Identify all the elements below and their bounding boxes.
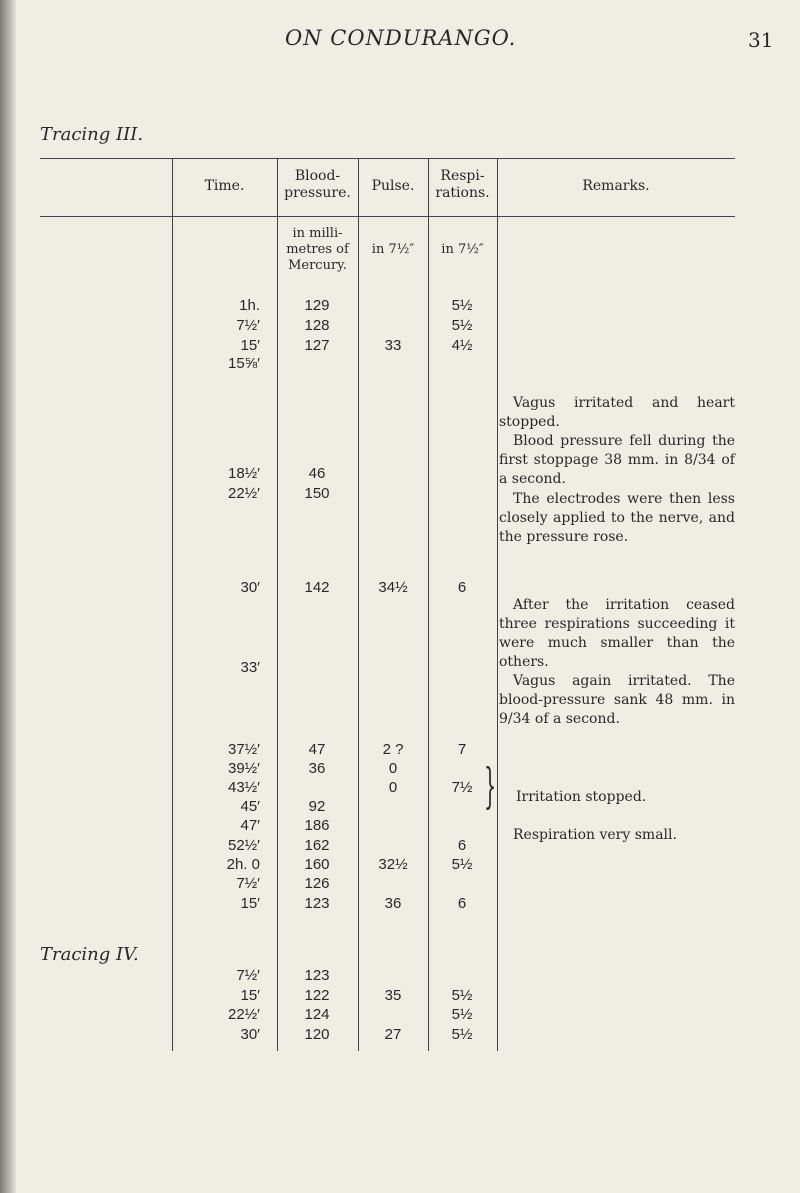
remark-after-irritation: After the irritation ceased three respirations succeeding it were much smaller than the others.: [499, 597, 735, 670]
table-cell-pulse: 0: [388, 760, 398, 777]
column-header-time: Time.: [204, 178, 245, 194]
remark-electrodes: The electrodes were then less closely applied to the nerve, and the pressure rose.: [499, 491, 735, 545]
table-cell-blood-pressure: 128: [304, 317, 330, 334]
remark-vagus-irritated: Vagus irritated and heart stopped.: [499, 395, 735, 430]
table-cell-time: 22½′: [227, 485, 260, 502]
table-cell-respirations: 5½: [451, 1006, 473, 1023]
unit-blood-pressure: in milli- metres of Mercury.: [286, 226, 349, 273]
table-cell-blood-pressure: 123: [304, 967, 330, 984]
remark-vagus-again: Vagus again irritated. The blood-pressure sank 48 mm. in 9/34 of a second.: [499, 673, 735, 727]
table-cell-time: 22½′: [227, 1006, 260, 1023]
column-header-blood-pressure: Blood- pressure.: [284, 168, 351, 201]
column-divider: [277, 158, 278, 1051]
table-cell-blood-pressure: 36: [308, 760, 326, 777]
table-cell-time: 39½′: [227, 760, 260, 777]
table-cell-respirations: 6: [457, 579, 467, 596]
table-cell-blood-pressure: 92: [308, 798, 326, 815]
table-cell-time: 37½′: [227, 741, 260, 758]
table-cell-time: 15′: [240, 895, 260, 912]
table-cell-blood-pressure: 126: [304, 875, 330, 892]
column-divider: [358, 158, 359, 1051]
table-cell-time: 52½′: [227, 837, 260, 854]
remark-respiration-small: Respiration very small.: [513, 827, 677, 843]
brace-symbol: }: [484, 758, 497, 814]
table-cell-respirations: 6: [457, 895, 467, 912]
section-label-tracing-iv: Tracing IV.: [40, 944, 139, 965]
table-cell-time: 7½′: [236, 317, 260, 334]
remark-irritation-stopped: Irritation stopped.: [516, 789, 647, 805]
table-cell-blood-pressure: 122: [304, 987, 330, 1004]
table-top-rule: [40, 158, 735, 159]
table-cell-time: 1h.: [239, 297, 260, 314]
table-cell-time: 30′: [240, 579, 260, 596]
table-cell-blood-pressure: 142: [304, 579, 330, 596]
column-divider: [428, 158, 429, 1051]
table-cell-time: 7½′: [236, 967, 260, 984]
remark-pressure-fell: Blood pressure fell during the first stoppage 38 mm. in 8/34 of a second.: [499, 433, 735, 487]
table-cell-time: 30′: [240, 1026, 260, 1043]
table-cell-blood-pressure: 47: [308, 741, 326, 758]
table-cell-time: 43½′: [227, 779, 260, 796]
table-cell-blood-pressure: 162: [304, 837, 330, 854]
page-number: 31: [748, 28, 774, 52]
table-cell-pulse: 34½: [378, 579, 408, 596]
table-cell-time: 15⅝′: [227, 355, 260, 372]
table-cell-respirations: 7½: [451, 779, 473, 796]
table-cell-blood-pressure: 186: [304, 817, 330, 834]
table-cell-respirations: 7: [457, 741, 467, 758]
column-header-remarks: Remarks.: [582, 178, 650, 194]
column-header-respirations: Respi- rations.: [435, 168, 490, 201]
table-cell-time: 18½′: [227, 465, 260, 482]
table-cell-pulse: 27: [384, 1026, 402, 1043]
table-cell-time: 2h. 0: [226, 856, 260, 873]
column-divider: [497, 158, 498, 1051]
table-cell-blood-pressure: 123: [304, 895, 330, 912]
column-header-pulse: Pulse.: [371, 178, 415, 194]
table-cell-pulse: 32½: [378, 856, 408, 873]
table-cell-respirations: 5½: [451, 317, 473, 334]
unit-respirations: in 7½″: [441, 242, 484, 257]
table-cell-respirations: 5½: [451, 856, 473, 873]
table-header-rule: [40, 216, 735, 217]
table-cell-blood-pressure: 120: [304, 1026, 330, 1043]
table-cell-time: 47′: [240, 817, 260, 834]
table-cell-pulse: 0: [388, 779, 398, 796]
table-cell-blood-pressure: 46: [308, 465, 326, 482]
table-cell-respirations: 5½: [451, 987, 473, 1004]
table-cell-respirations: 5½: [451, 297, 473, 314]
table-cell-blood-pressure: 160: [304, 856, 330, 873]
table-cell-pulse: 35: [384, 987, 402, 1004]
table-cell-respirations: 4½: [451, 337, 473, 354]
table-cell-blood-pressure: 129: [304, 297, 330, 314]
book-binding-edge: [0, 0, 16, 1193]
table-cell-respirations: 6: [457, 837, 467, 854]
table-cell-time: 15′: [240, 987, 260, 1004]
table-cell-blood-pressure: 150: [304, 485, 330, 502]
table-cell-blood-pressure: 124: [304, 1006, 330, 1023]
table-cell-time: 7½′: [236, 875, 260, 892]
table-cell-time: 33′: [240, 659, 260, 676]
unit-pulse: in 7½″: [371, 242, 415, 257]
table-cell-pulse: 36: [384, 895, 402, 912]
table-cell-time: 45′: [240, 798, 260, 815]
section-label-tracing-iii: Tracing III.: [40, 124, 144, 145]
table-cell-respirations: 5½: [451, 1026, 473, 1043]
column-divider: [172, 158, 173, 1051]
table-cell-time: 15′: [240, 337, 260, 354]
table-cell-blood-pressure: 127: [304, 337, 330, 354]
running-header-title: ON CONDURANGO.: [285, 26, 517, 50]
table-cell-pulse: 2 ?: [382, 741, 404, 758]
table-cell-pulse: 33: [384, 337, 402, 354]
